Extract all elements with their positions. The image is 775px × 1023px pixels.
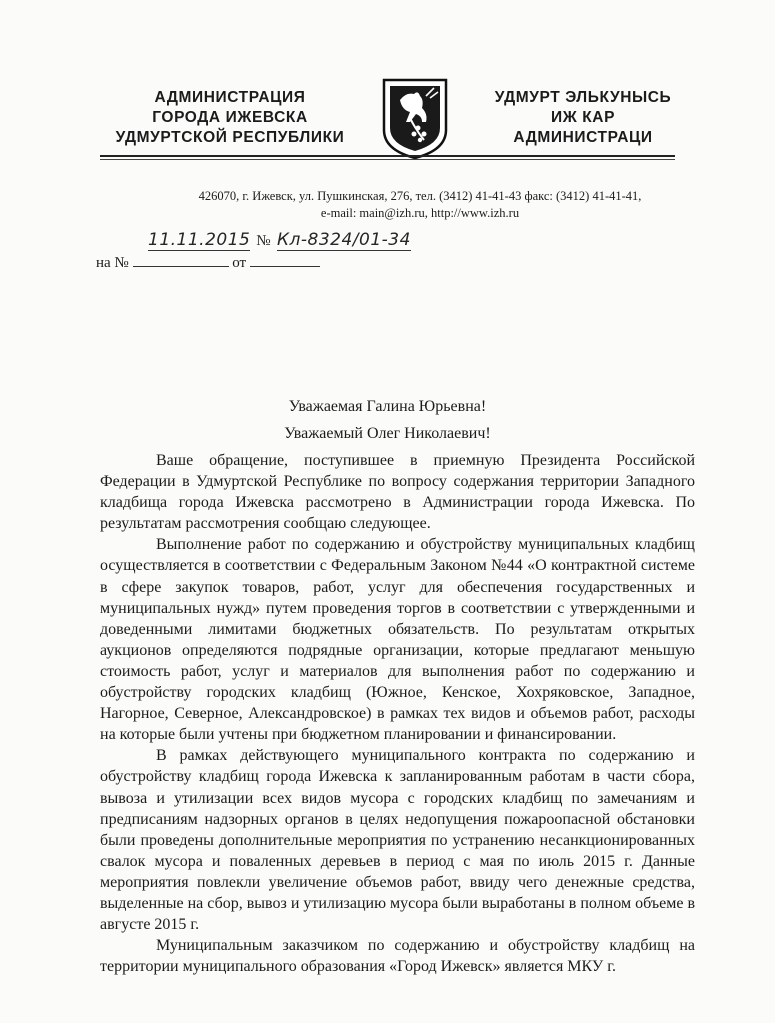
body-paragraph: В рамках действующего муниципального контракта по содержанию и обустройству кладбищ города Ижевска к запланированным работам в части сбора, вывоза и утилизации всех видов мусора с городских кладбищ по замечаниям и предписаниям надзорных органов в целях недопущения пожароопасной обстановки были проведены дополнительные мероприятия по устранению несанкционированных свалок мусора и поваленных деревьев в период с мая по июль 2015 г. Данные мероприятия повлекли увеличение объемов работ, ввиду чего денежные средства, выделенные на сбор, вывоз и утилизацию мусора были выработаны в полном объеме в августе 2015 г. [100, 747, 695, 934]
number-sign: № [256, 233, 272, 249]
reply-date-label: от [232, 255, 247, 271]
letterhead-left-line: ГОРОДА ИЖЕВСКА [152, 109, 308, 126]
letterhead-divider-thin [100, 159, 675, 160]
letterhead-divider [100, 155, 675, 157]
city-coat-of-arms-icon [380, 78, 450, 160]
registration-line [148, 230, 411, 251]
letterhead [95, 88, 690, 158]
registration-number: Кл-8324/01-34 [276, 230, 411, 250]
letterhead-left-title [95, 88, 365, 148]
letterhead-right-line: ИЖ КАР [550, 109, 616, 126]
registration-date: 11.11.2015 [148, 230, 251, 250]
contact-email: e-mail: main@izh.ru, http://www.izh.ru [320, 206, 520, 220]
letterhead-right-line: УДМУРТ ЭЛЬКУНЫСЬ [494, 89, 672, 106]
reply-reference [96, 252, 320, 272]
body-paragraph: Ваше обращение, поступившее в приемную Президента Российской Федерации в Удмуртской Республике по вопросу содержания территории Западного кладбища города Ижевска рассмотрено в Администрации города Ижевска. По результатам рассмотрения сообщаю следующее. [100, 452, 695, 533]
letterhead-left-line: УДМУРТСКОЙ РЕСПУБЛИКИ [115, 129, 345, 146]
contact-address: 426070, г. Ижевск, ул. Пушкинская, 276, тел. (3412) 41-41-43 факс: (3412) 41-41-41, [198, 189, 642, 203]
letterhead-left-line: АДМИНИСТРАЦИЯ [154, 89, 306, 106]
reply-number-blank [133, 252, 229, 267]
reply-date-blank [250, 252, 320, 267]
body-paragraph: Выполнение работ по содержанию и обустройству муниципальных кладбищ осуществляется в соответствии с Федеральным Законом №44 «О контрактной системе в сфере закупок товаров, работ, услуг для обеспечения государственных и муниципальных нужд» путем проведения торгов в соответствии с утвержденными и доведенными лимитами бюджетных обязательств. По результатам открытых аукционов определяются подрядные организации, которые предлагают меньшую стоимость работ, услуг и материалов для выполнения работ по содержанию и обустройству городских кладбищ (Южное, Кенское, Хохряковское, Западное, Нагорное, Северное, Александровское) в рамках тех видов и объемов работ, расходы на которые были учтены при бюджетном планировании и финансировании. [100, 536, 695, 744]
greeting-line: Уважаемый Олег Николаевич! [284, 425, 491, 442]
letterhead-right-title [473, 88, 693, 148]
body-paragraph: Муниципальным заказчиком по содержанию и обустройству кладбищ на территории муниципального образования «Город Ижевск» является МКУ г. [100, 937, 695, 976]
letterhead-right-line: АДМИНИСТРАЦИ [513, 129, 653, 146]
greeting-line: Уважаемая Галина Юрьевна! [288, 398, 487, 415]
contact-block [180, 188, 660, 222]
reply-number-label: на № [96, 255, 129, 271]
letter-body [100, 450, 695, 977]
